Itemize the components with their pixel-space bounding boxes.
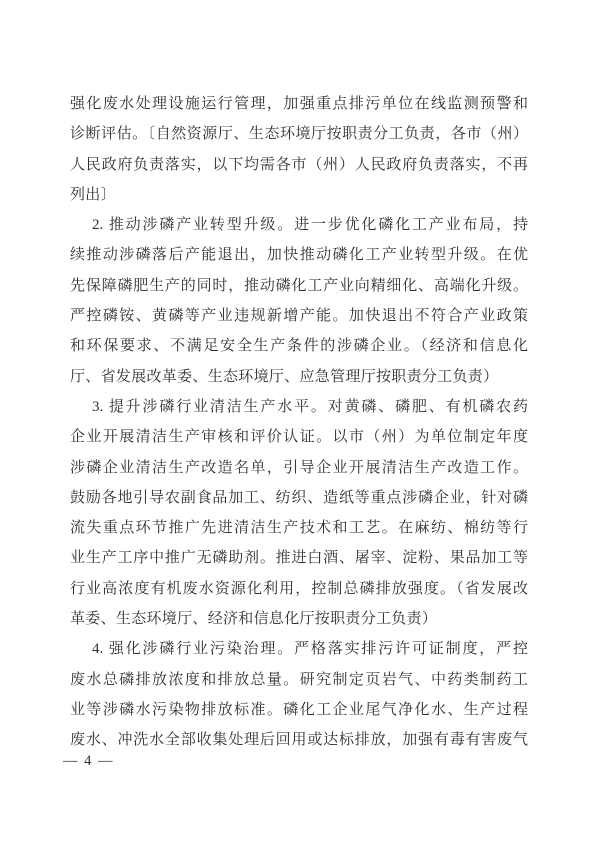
text-line: 行业高浓度有机废水资源化利用，控制总磷排放强度。（省发展改 bbox=[70, 580, 528, 597]
text-line: 厅、省发展改革委、生态环境厅、应急管理厅按职责分工负责） bbox=[70, 368, 499, 385]
text-line: 革委、生态环境厅、经济和信息化厅按职责分工负责） bbox=[70, 611, 438, 628]
text-line: 鼓励各地引导农副食品加工、纺织、造纸等重点涉磷企业，针对磷 bbox=[70, 489, 528, 506]
text-line: 诊断评估。〔自然资源厅、生态环境厅按职责分工负责，各市（州） bbox=[70, 126, 528, 143]
text-line: 3. 提升涉磷行业清洁生产水平。对黄磷、磷肥、有机磷农药 bbox=[92, 398, 528, 415]
text-line: 先保障磷肥生产的同时，推动磷化工产业向精细化、高端化升级。 bbox=[70, 277, 528, 294]
text-line: 和环保要求、不满足安全生产条件的涉磷企业。（经济和信息化 bbox=[70, 338, 528, 355]
text-line: 续推动涉磷落后产能退出，加快推动磷化工产业转型升级。在优 bbox=[70, 247, 528, 264]
document-body bbox=[70, 89, 528, 756]
text-line: 流失重点环节推广先进清洁生产技术和工艺。在麻纺、棉纺等行 bbox=[70, 520, 528, 537]
text-line: 业生产工序中推广无磷助剂。推进白酒、屠宰、淀粉、果品加工等 bbox=[70, 550, 528, 567]
text-line: 严控磷铵、黄磷等产业违规新增产能。加快退出不符合产业政策 bbox=[70, 308, 528, 325]
text-line: 列出〕 bbox=[70, 186, 116, 203]
text-line: 涉磷企业清洁生产改造名单，引导企业开展清洁生产改造工作。 bbox=[70, 459, 528, 476]
text-line: 2. 推动涉磷产业转型升级。进一步优化磷化工产业布局，持 bbox=[92, 217, 528, 234]
page-number: — 4 — bbox=[63, 753, 114, 769]
text-line: 废水、冲洗水全部收集处理后回用或达标排放，加强有毒有害废气 bbox=[70, 732, 528, 749]
text-line: 废水总磷排放浓度和排放总量。研究制定页岩气、中药类制药工 bbox=[70, 671, 528, 688]
text-line: 企业开展清洁生产审核和评价认证。以市（州）为单位制定年度 bbox=[70, 429, 528, 446]
text-line: 业等涉磷水污染物排放标准。磷化工企业尾气净化水、生产过程 bbox=[70, 701, 528, 718]
text-line: 人民政府负责落实，以下均需各市（州）人民政府负责落实，不再 bbox=[70, 156, 528, 173]
text-line: 4. 强化涉磷行业污染治理。严格落实排污许可证制度，严控 bbox=[92, 641, 528, 658]
text-line: 强化废水处理设施运行管理，加强重点排污单位在线监测预警和 bbox=[70, 96, 528, 112]
